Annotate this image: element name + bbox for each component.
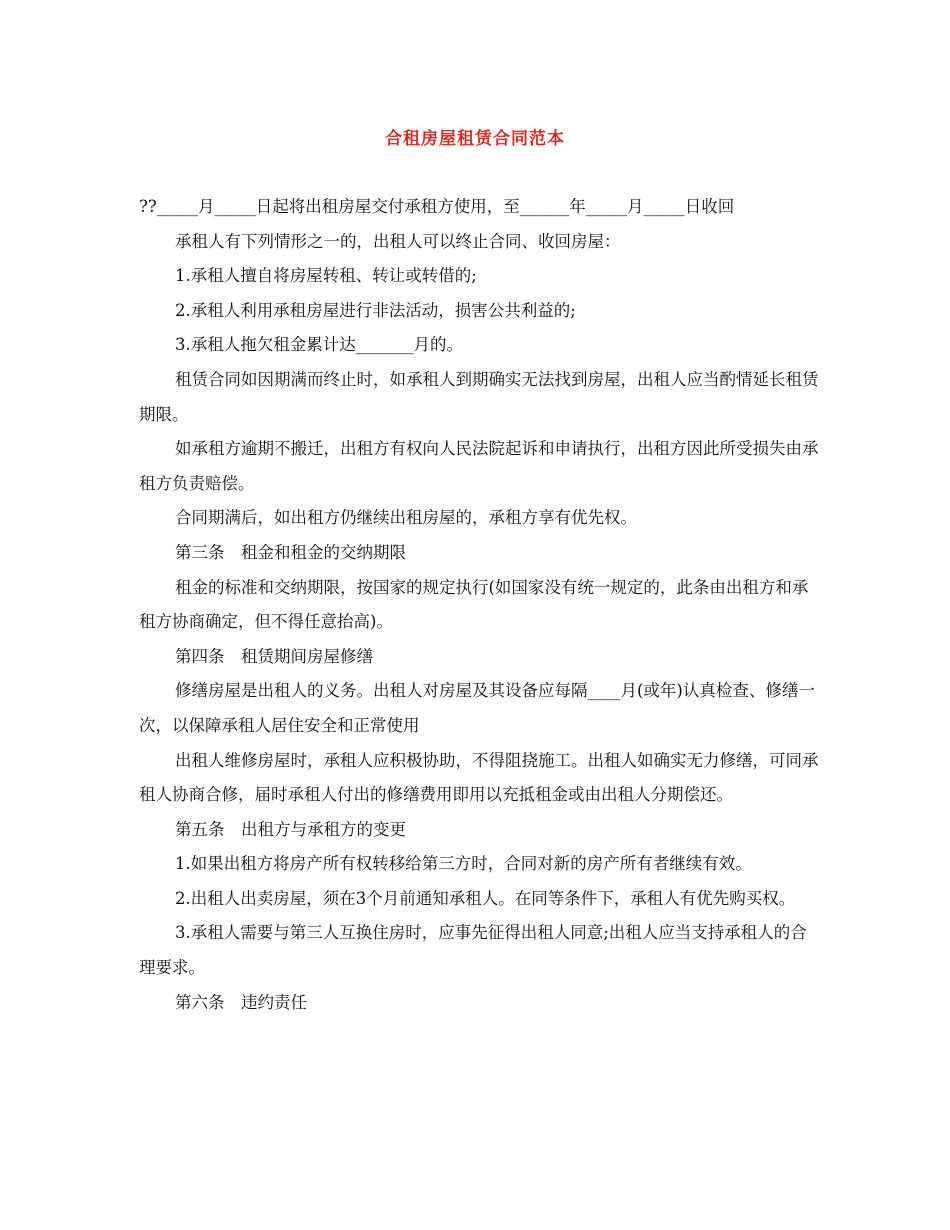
paragraph: 第三条 租金和租金的交纳期限 xyxy=(175,542,406,562)
paragraph: 2.承租人利用承租房屋进行非法活动，损害公共利益的; xyxy=(175,300,576,320)
paragraph: 3.承租人需要与第三人互换住房时，应事先征得出租人同意;出租人应当支持承租人的合理要求。 xyxy=(139,923,807,978)
document-title: 合租房屋租赁合同范本 xyxy=(385,129,565,149)
paragraph: 3.承租人拖欠租金累计达_______月的。 xyxy=(175,335,463,355)
paragraph: 如承租方逾期不搬迁，出租方有权向人民法院起诉和申请执行，出租方因此所受损失由承租方负责赔偿。 xyxy=(139,439,819,493)
paragraph: 租赁合同如因期满而终止时，如承租人到期确实无法找到房屋，出租人应当酌情延长租赁期限。 xyxy=(139,369,819,424)
paragraph: 承租人有下列情形之一的，出租人可以终止合同、收回房屋： xyxy=(175,231,621,251)
paragraph: 第六条 违约责任 xyxy=(175,992,307,1012)
paragraph: 租金的标准和交纳期限，按国家的规定执行(如国家没有统一规定的，此条由出租方和承租方协商确定，但不得任意抬高)。 xyxy=(139,577,809,632)
paragraph: 第四条 租赁期间房屋修缮 xyxy=(175,646,373,666)
paragraph: 修缮房屋是出租人的义务。出租人对房屋及其设备应每隔____月(或年)认真检查、修缮一次，以保障承租人居住安全和正常使用 xyxy=(139,681,815,735)
paragraph: 合同期满后，如出租方仍继续出租房屋的，承租方享有优先权。 xyxy=(175,508,637,528)
paragraph: ??_____月_____日起将出租房屋交付承租方使用，至______年_____月_____日收回 xyxy=(139,197,735,216)
paragraph: 2.出租人出卖房屋，须在3个月前通知承租人。在同等条件下，承租人有优先购买权。 xyxy=(175,888,796,908)
paragraph: 出租人维修房屋时，承租人应积极协助，不得阻挠施工。出租人如确实无力修缮，可同承租人协商合修，届时承租人付出的修缮费用即用以充抵租金或由出租人分期偿还。 xyxy=(139,750,819,805)
paragraph: 第五条 出租方与承租方的变更 xyxy=(175,819,406,839)
paragraph: 1.如果出租方将房产所有权转移给第三方时，合同对新的房产所有者继续有效。 xyxy=(175,854,752,874)
document-body xyxy=(139,190,819,1020)
paragraph: 1.承租人擅自将房屋转租、转让或转借的; xyxy=(175,266,477,286)
